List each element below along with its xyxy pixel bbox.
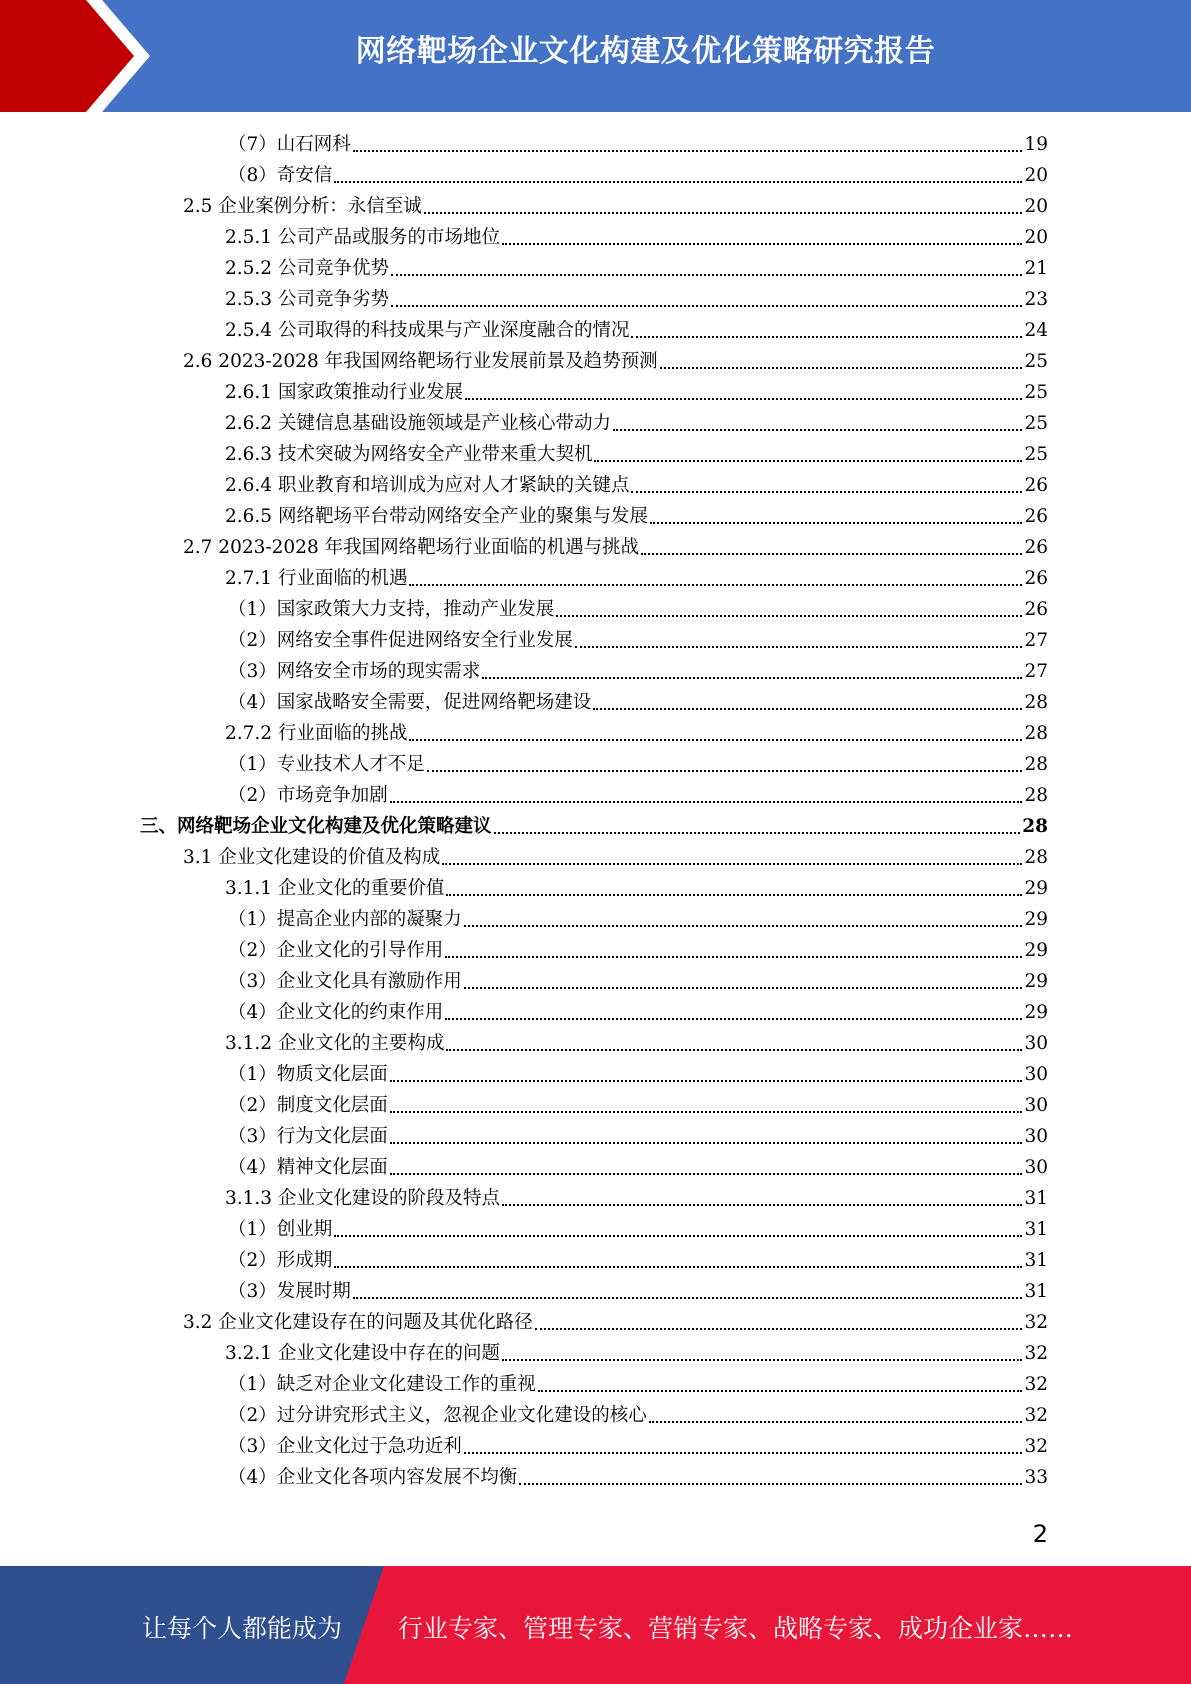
toc-entry-page: 20 — [1024, 227, 1048, 248]
toc-entry-page: 32 — [1024, 1343, 1048, 1364]
toc-entry-label: （2）制度文化层面 — [228, 1095, 388, 1116]
toc-entry-label: （4）企业文化的约束作用 — [228, 1002, 444, 1023]
toc-entry[interactable] — [228, 746, 1048, 777]
toc-entry-page: 27 — [1024, 630, 1048, 651]
toc-leader-dots — [390, 1111, 1023, 1113]
toc-entry-label: 2.6.1 国家政策推动行业发展 — [225, 382, 463, 403]
toc-entry-label: 2.5.4 公司取得的科技成果与产业深度融合的情况 — [225, 320, 630, 341]
toc-entry-label: 2.6.2 关键信息基础设施领域是产业核心带动力 — [225, 413, 611, 434]
toc-entry[interactable] — [225, 250, 1048, 281]
toc-entry-page: 25 — [1024, 413, 1048, 434]
toc-leader-dots — [660, 367, 1023, 369]
report-title: 网络靶场企业文化构建及优化策略研究报告 — [355, 34, 936, 69]
toc-leader-dots — [613, 429, 1022, 431]
toc-leader-dots — [390, 1142, 1023, 1144]
toc-entry-label: （2）企业文化的引导作用 — [228, 940, 444, 961]
toc-leader-dots — [334, 181, 1022, 183]
toc-entry-page: 30 — [1024, 1064, 1048, 1085]
toc-entry[interactable] — [228, 653, 1048, 684]
toc-leader-dots — [445, 1018, 1022, 1020]
toc-entry-page: 24 — [1024, 320, 1048, 341]
toc-entry[interactable] — [225, 1335, 1048, 1366]
toc-entry-label: （4）国家战略安全需要，促进网络靶场建设 — [228, 692, 592, 713]
toc-entry-page: 32 — [1024, 1436, 1048, 1457]
toc-entry-page: 26 — [1024, 568, 1048, 589]
toc-leader-dots — [464, 1452, 1023, 1454]
toc-entry-page: 28 — [1024, 692, 1048, 713]
toc-leader-dots — [464, 925, 1023, 927]
toc-entry-page: 32 — [1024, 1374, 1048, 1395]
toc-entry-label: （1）提高企业内部的凝聚力 — [228, 909, 462, 930]
toc-leader-dots — [353, 150, 1023, 152]
toc-entry-label: （4）企业文化各项内容发展不均衡 — [228, 1467, 518, 1488]
toc-entry-page: 28 — [1024, 847, 1048, 868]
toc-entry-label: 2.5.1 公司产品或服务的市场地位 — [225, 227, 500, 248]
toc-entry-label: 3.1.3 企业文化建设的阶段及特点 — [225, 1188, 500, 1209]
toc-entry-page: 32 — [1024, 1312, 1048, 1333]
toc-leader-dots — [334, 1266, 1022, 1268]
toc-entry[interactable] — [228, 126, 1048, 157]
toc-entry[interactable] — [140, 808, 1048, 839]
toc-entry-label: （2）形成期 — [228, 1250, 333, 1271]
toc-entry-page: 30 — [1024, 1033, 1048, 1054]
toc-entry[interactable] — [225, 219, 1048, 250]
toc-entry-page: 28 — [1024, 754, 1048, 775]
toc-entry[interactable] — [228, 591, 1048, 622]
toc-entry[interactable] — [225, 467, 1048, 498]
toc-entry-label: （3）企业文化过于急功近利 — [228, 1436, 462, 1457]
page-number: 2 — [1032, 1520, 1048, 1548]
toc-entry-label: 2.7.2 行业面临的挑战 — [225, 723, 408, 744]
toc-leader-dots — [538, 1390, 1023, 1392]
toc-entry-label: （1）物质文化层面 — [228, 1064, 388, 1085]
toc-entry-label: 2.5.3 公司竞争劣势 — [225, 289, 389, 310]
toc-leader-dots — [535, 1328, 1023, 1330]
toc-entry-label: （7）山石网科 — [228, 134, 351, 155]
toc-entry-label: （4）精神文化层面 — [228, 1157, 388, 1178]
toc-leader-dots — [631, 336, 1022, 338]
toc-leader-dots — [594, 460, 1022, 462]
toc-entry-label: 2.6.3 技术突破为网络安全产业带来重大契机 — [225, 444, 593, 465]
toc-entry-page: 33 — [1024, 1467, 1048, 1488]
toc-entry-page: 27 — [1024, 661, 1048, 682]
toc-entry[interactable] — [228, 1273, 1048, 1304]
toc-leader-dots — [390, 1080, 1023, 1082]
toc-entry-label: （2）过分讲究形式主义，忽视企业文化建设的核心 — [228, 1405, 647, 1426]
toc-leader-dots — [641, 553, 1022, 555]
toc-entry-page: 26 — [1024, 475, 1048, 496]
toc-leader-dots — [391, 305, 1022, 307]
toc-entry-label: 2.5 企业案例分析：永信至诚 — [183, 196, 422, 217]
toc-leader-dots — [427, 770, 1023, 772]
toc-leader-dots — [519, 1483, 1022, 1485]
toc-entry-page: 26 — [1024, 506, 1048, 527]
toc-entry[interactable] — [228, 1118, 1048, 1149]
toc-entry-label: （1）专业技术人才不足 — [228, 754, 425, 775]
toc-entry-label: 2.6 2023-2028 年我国网络靶场行业发展前景及趋势预测 — [183, 351, 658, 372]
toc-entry-label: （3）行为文化层面 — [228, 1126, 388, 1147]
toc-entry-page: 21 — [1024, 258, 1048, 279]
toc-entry[interactable] — [225, 281, 1048, 312]
toc-entry-page: 31 — [1024, 1219, 1048, 1240]
toc-leader-dots — [390, 801, 1023, 803]
toc-entry[interactable] — [228, 622, 1048, 653]
toc-entry-label: 2.6.5 网络靶场平台带动网络安全产业的聚集与发展 — [225, 506, 648, 527]
toc-entry-label: 三、网络靶场企业文化构建及优化策略建议 — [140, 816, 492, 837]
toc-entry-label: （2）市场竞争加剧 — [228, 785, 388, 806]
toc-leader-dots — [409, 739, 1022, 741]
toc-leader-dots — [446, 894, 1022, 896]
toc-entry-page: 26 — [1024, 537, 1048, 558]
toc-leader-dots — [334, 1235, 1022, 1237]
toc-entry-page: 29 — [1024, 1002, 1048, 1023]
toc-leader-dots — [442, 863, 1022, 865]
toc-leader-dots — [391, 274, 1022, 276]
toc-entry-page: 28 — [1024, 723, 1048, 744]
toc-leader-dots — [445, 956, 1022, 958]
toc-leader-dots — [353, 1297, 1023, 1299]
toc-entry-page: 31 — [1024, 1250, 1048, 1271]
toc-entry-page: 29 — [1024, 940, 1048, 961]
toc-entry[interactable] — [228, 157, 1048, 188]
toc-leader-dots — [424, 212, 1023, 214]
toc-entry[interactable] — [183, 188, 1048, 219]
toc-entry[interactable] — [225, 1025, 1048, 1056]
toc-entry-label: 2.6.4 职业教育和培训成为应对人才紧缺的关键点 — [225, 475, 630, 496]
toc-entry[interactable] — [228, 963, 1048, 994]
toc-entry[interactable] — [183, 1304, 1048, 1335]
toc-entry[interactable] — [183, 529, 1048, 560]
toc-leader-dots — [502, 1204, 1022, 1206]
toc-leader-dots — [409, 584, 1022, 586]
toc-entry-label: （1）国家政策大力支持，推动产业发展 — [228, 599, 555, 620]
toc-entry[interactable] — [183, 839, 1048, 870]
toc-leader-dots — [631, 491, 1022, 493]
toc-entry-label: （2）网络安全事件促进网络安全行业发展 — [228, 630, 573, 651]
toc-entry[interactable] — [183, 343, 1048, 374]
toc-entry-page: 20 — [1024, 196, 1048, 217]
toc-entry-page: 20 — [1024, 165, 1048, 186]
toc-entry-page: 23 — [1024, 289, 1048, 310]
toc-entry[interactable] — [225, 715, 1048, 746]
toc-entry[interactable] — [228, 684, 1048, 715]
footer-band — [0, 1566, 1191, 1684]
toc-leader-dots — [446, 1049, 1022, 1051]
toc-entry[interactable] — [228, 1428, 1048, 1459]
toc-entry[interactable] — [228, 1087, 1048, 1118]
toc-entry-page: 30 — [1024, 1157, 1048, 1178]
toc-entry-page: 29 — [1024, 971, 1048, 992]
toc-entry[interactable] — [225, 1180, 1048, 1211]
toc-entry-page: 25 — [1024, 382, 1048, 403]
toc-entry-page: 31 — [1024, 1188, 1048, 1209]
footer-slogan-right: 行业专家、管理专家、营销专家、战略专家、成功企业家…… — [398, 1614, 1074, 1643]
toc-entry[interactable] — [225, 498, 1048, 529]
toc-entry-label: 3.1.2 企业文化的主要构成 — [225, 1033, 445, 1054]
toc-entry[interactable] — [228, 1056, 1048, 1087]
toc-entry-page: 25 — [1024, 351, 1048, 372]
toc-leader-dots — [649, 1421, 1023, 1423]
toc-entry[interactable] — [225, 436, 1048, 467]
toc-entry[interactable] — [225, 374, 1048, 405]
toc-leader-dots — [494, 832, 1021, 834]
toc-entry[interactable] — [228, 932, 1048, 963]
toc-leader-dots — [502, 243, 1022, 245]
header-band — [0, 0, 1191, 112]
toc-entry-page: 19 — [1024, 134, 1048, 155]
toc-entry-label: 2.7 2023-2028 年我国网络靶场行业面临的机遇与挑战 — [183, 537, 640, 558]
toc-entry-label: 3.1.1 企业文化的重要价值 — [225, 878, 445, 899]
toc-entry-page: 31 — [1024, 1281, 1048, 1302]
toc-entry[interactable] — [228, 994, 1048, 1025]
toc-entry[interactable] — [228, 1242, 1048, 1273]
toc-entry-label: （3）发展时期 — [228, 1281, 351, 1302]
toc-entry-page: 28 — [1024, 785, 1048, 806]
toc-entry-label: （3）网络安全市场的现实需求 — [228, 661, 481, 682]
toc-leader-dots — [465, 398, 1022, 400]
toc-entry[interactable] — [225, 405, 1048, 436]
toc-entry[interactable] — [228, 901, 1048, 932]
toc-entry-page: 29 — [1024, 909, 1048, 930]
toc-entry[interactable] — [228, 1459, 1048, 1490]
toc-entry-page: 28 — [1022, 816, 1048, 837]
toc-leader-dots — [464, 987, 1023, 989]
toc-leader-dots — [502, 1359, 1022, 1361]
toc-entry[interactable] — [228, 1397, 1048, 1428]
toc-entry[interactable] — [228, 1149, 1048, 1180]
toc-entry[interactable] — [228, 1366, 1048, 1397]
toc-entry-label: 3.1 企业文化建设的价值及构成 — [183, 847, 441, 868]
toc-entry-page: 32 — [1024, 1405, 1048, 1426]
toc-leader-dots — [390, 1173, 1023, 1175]
toc-entry-page: 30 — [1024, 1126, 1048, 1147]
toc-entry[interactable] — [228, 777, 1048, 808]
toc-leader-dots — [556, 615, 1022, 617]
toc-entry-page: 30 — [1024, 1095, 1048, 1116]
footer-slogan-left: 让每个人都能成为 — [142, 1614, 343, 1643]
toc-entry-label: （1）缺乏对企业文化建设工作的重视 — [228, 1374, 536, 1395]
toc-entry[interactable] — [228, 1211, 1048, 1242]
toc-entry-page: 26 — [1024, 599, 1048, 620]
toc-entry-label: 3.2.1 企业文化建设中存在的问题 — [225, 1343, 500, 1364]
toc-entry-label: 2.5.2 公司竞争优势 — [225, 258, 389, 279]
toc-entry-label: （1）创业期 — [228, 1219, 333, 1240]
toc-entry[interactable] — [225, 560, 1048, 591]
toc-entry-label: 3.2 企业文化建设存在的问题及其优化路径 — [183, 1312, 533, 1333]
toc-entry-label: 2.7.1 行业面临的机遇 — [225, 568, 408, 589]
toc-leader-dots — [650, 522, 1022, 524]
toc-entry-page: 25 — [1024, 444, 1048, 465]
toc-entry[interactable] — [225, 312, 1048, 343]
toc-entry-label: （8）奇安信 — [228, 165, 333, 186]
toc-leader-dots — [593, 708, 1022, 710]
toc-entry[interactable] — [225, 870, 1048, 901]
toc-entry-page: 29 — [1024, 878, 1048, 899]
toc-leader-dots — [482, 677, 1022, 679]
toc-leader-dots — [575, 646, 1023, 648]
toc-entry-label: （3）企业文化具有激励作用 — [228, 971, 462, 992]
